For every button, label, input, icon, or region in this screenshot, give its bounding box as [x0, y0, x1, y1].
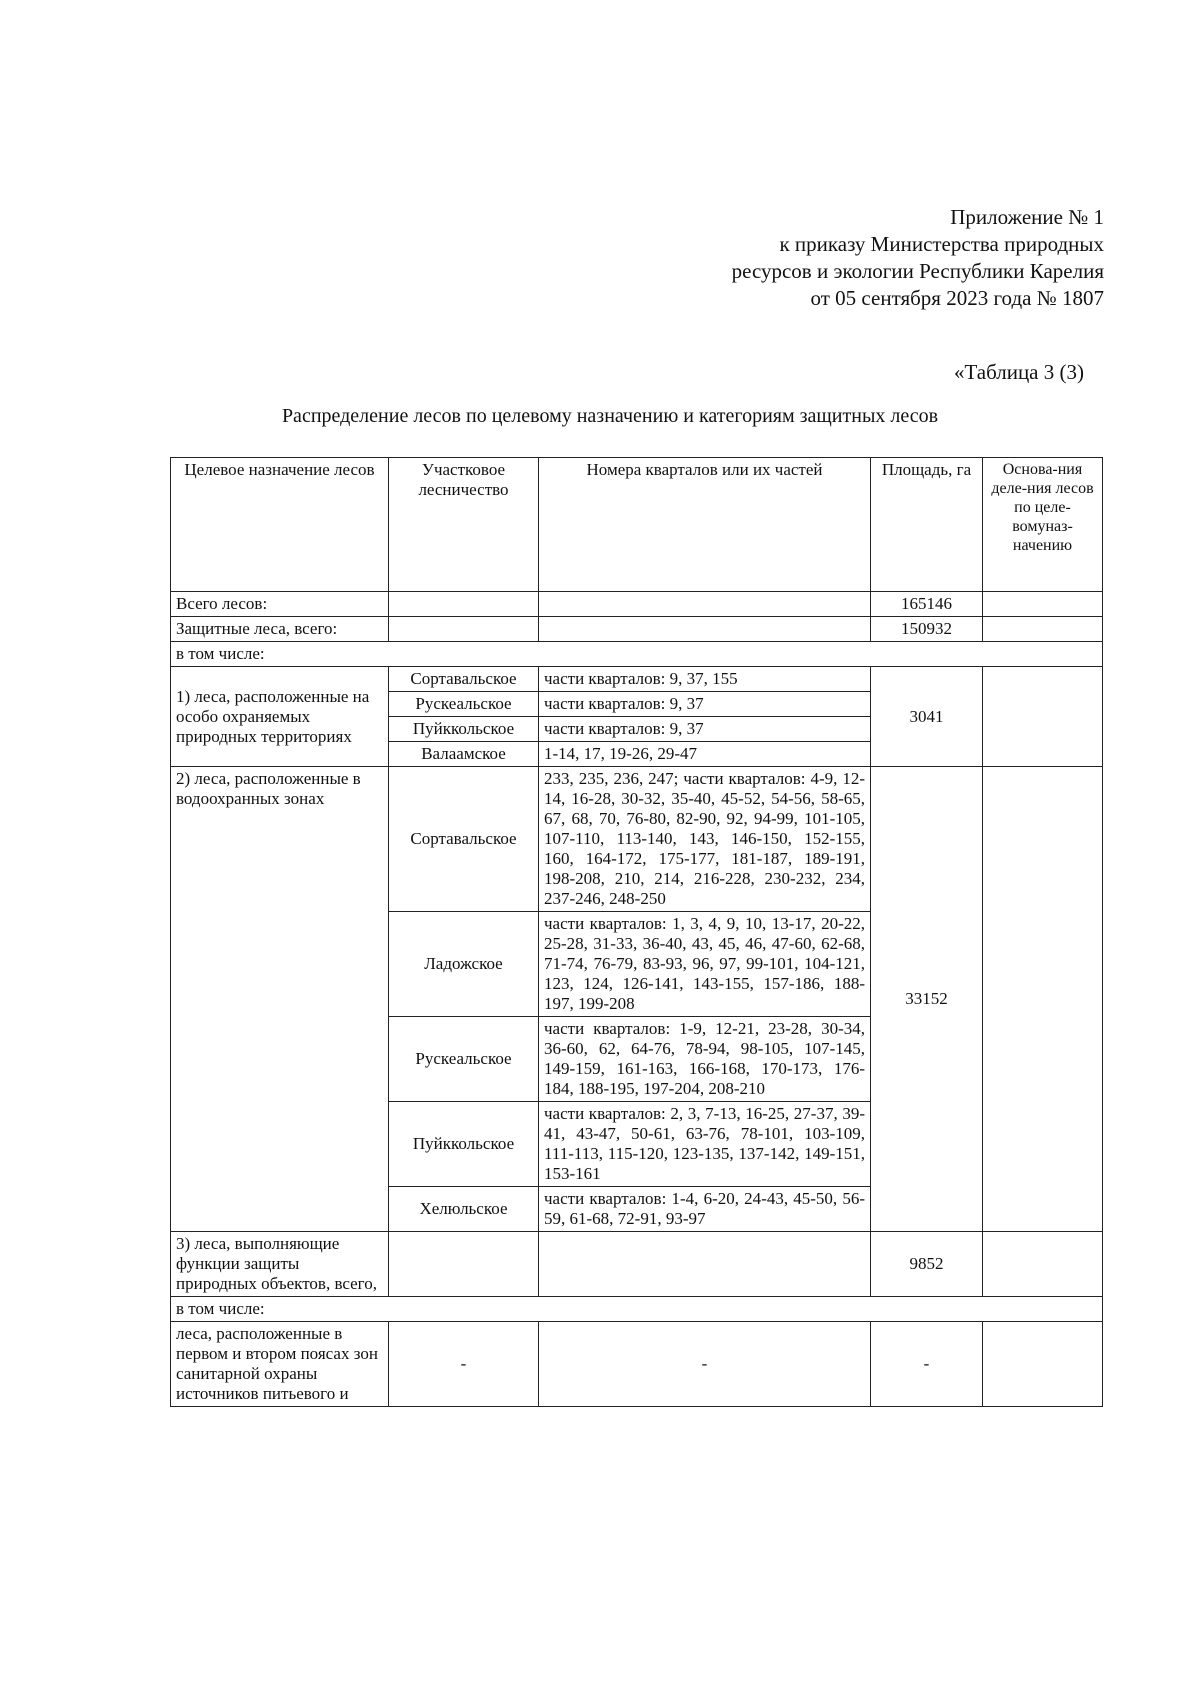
quarters-cell: - [539, 1322, 871, 1407]
quarters-cell: 1-14, 17, 19-26, 29-47 [539, 742, 871, 767]
quarters-cell: части кварталов: 9, 37 [539, 692, 871, 717]
quarters-cell: части кварталов: 2, 3, 7-13, 16-25, 27-37, 39-41, 43-47, 50-61, 63-76, 78-101, 103-109, 111-113, 115-120, 123-135, 137-142, 149-151, 153-161 [539, 1102, 871, 1187]
quarters-cell: части кварталов: 9, 37, 155 [539, 667, 871, 692]
area-cell-g4: - [871, 1322, 983, 1407]
table-row-g4 [171, 1322, 1103, 1407]
forestry-cell: Рускеальское [389, 1017, 539, 1102]
forestry-cell: - [389, 1322, 539, 1407]
table-row-protective [171, 617, 1103, 642]
row-area: 165146 [871, 592, 983, 617]
area-cell-g3: 9852 [871, 1232, 983, 1297]
row-label-g3: 3) леса, выполняющие функции защиты природных объектов, всего, [171, 1232, 389, 1297]
row-label-g4: леса, расположенные в первом и втором поясах зон санитарной охраны источников питьевого и [171, 1322, 389, 1407]
forestry-cell: Сортавальское [389, 767, 539, 912]
table-header-row [171, 458, 1103, 592]
forestry-cell: Рускеальское [389, 692, 539, 717]
table-row-including [171, 642, 1103, 667]
appendix-header [732, 204, 1104, 312]
area-cell-g2: 33152 [871, 767, 983, 1232]
column-header-area: Площадь, га [871, 458, 983, 592]
column-header-forestry: Участковое лесничество [389, 458, 539, 592]
forestry-cell: Пуйккольское [389, 717, 539, 742]
table-row-total [171, 592, 1103, 617]
forest-distribution-table [170, 457, 1103, 1407]
column-header-basis: Основа-ния деле-ния лесов по целе-вомуназ-начению [983, 458, 1103, 592]
document-title: Распределение лесов по целевому назначению и категориям защитных лесов [281, 405, 939, 427]
table-row-g1 [171, 667, 1103, 692]
column-header-quarters: Номера кварталов или их частей [539, 458, 871, 592]
forestry-cell: Ладожское [389, 912, 539, 1017]
forestry-cell: Валаамское [389, 742, 539, 767]
row-label: в том числе: [171, 642, 1103, 667]
quarters-cell: части кварталов: 1, 3, 4, 9, 10, 13-17, 20-22, 25-28, 31-33, 36-40, 43, 45, 46, 47-60, 62-68, 71-74, 76-79, 83-93, 96, 97, 99-101, 104-121, 123, 124, 126-141, 143-155, 157-186, 188-197, 199-208 [539, 912, 871, 1017]
quarters-cell: части кварталов: 1-9, 12-21, 23-28, 30-34, 36-60, 62, 64-76, 78-94, 98-105, 107-145, 149-159, 161-163, 166-168, 170-173, 176-184, 188-195, 197-204, 208-210 [539, 1017, 871, 1102]
appendix-number: Приложение № 1 [950, 205, 1104, 229]
quarters-cell: части кварталов: 1-4, 6-20, 24-43, 45-50, 56-59, 61-68, 72-91, 93-97 [539, 1187, 871, 1232]
row-label: в том числе: [171, 1297, 1103, 1322]
table-row-including [171, 1297, 1103, 1322]
area-cell-g1: 3041 [871, 667, 983, 767]
appendix-date-line: от 05 сентября 2023 года № 1807 [810, 286, 1104, 310]
row-label-g1: 1) леса, расположенные на особо охраняемых природных территориях [171, 667, 389, 767]
appendix-ministry-line: ресурсов и экологии Республики Карелия [731, 259, 1104, 283]
table-row-g3 [171, 1232, 1103, 1297]
row-label: Всего лесов: [171, 592, 389, 617]
table-label: «Таблица 3 (3) [953, 360, 1084, 384]
row-area: 150932 [871, 617, 983, 642]
quarters-cell: части кварталов: 9, 37 [539, 717, 871, 742]
row-label: Защитные леса, всего: [171, 617, 389, 642]
row-label-g2: 2) леса, расположенные в водоохранных зонах [171, 767, 389, 1232]
quarters-cell: 233, 235, 236, 247; части кварталов: 4-9, 12-14, 16-28, 30-32, 35-40, 45-52, 54-56, 58-65, 67, 68, 70, 76-80, 82-90, 92, 94-99, 101-105, 107-110, 113-140, 143, 146-150, 152-155, 160, 164-172, 175-177, 181-187, 189-191, 198-208, 210, 214, 216-228, 230-232, 234, 237-246, 248-250 [539, 767, 871, 912]
table-row-g2 [171, 767, 1103, 912]
forestry-cell: Пуйккольское [389, 1102, 539, 1187]
column-header-purpose: Целевое назначение лесов [171, 458, 389, 592]
appendix-order-line: к приказу Министерства природных [779, 232, 1104, 256]
forestry-cell: Хелюльское [389, 1187, 539, 1232]
forestry-cell: Сортавальское [389, 667, 539, 692]
